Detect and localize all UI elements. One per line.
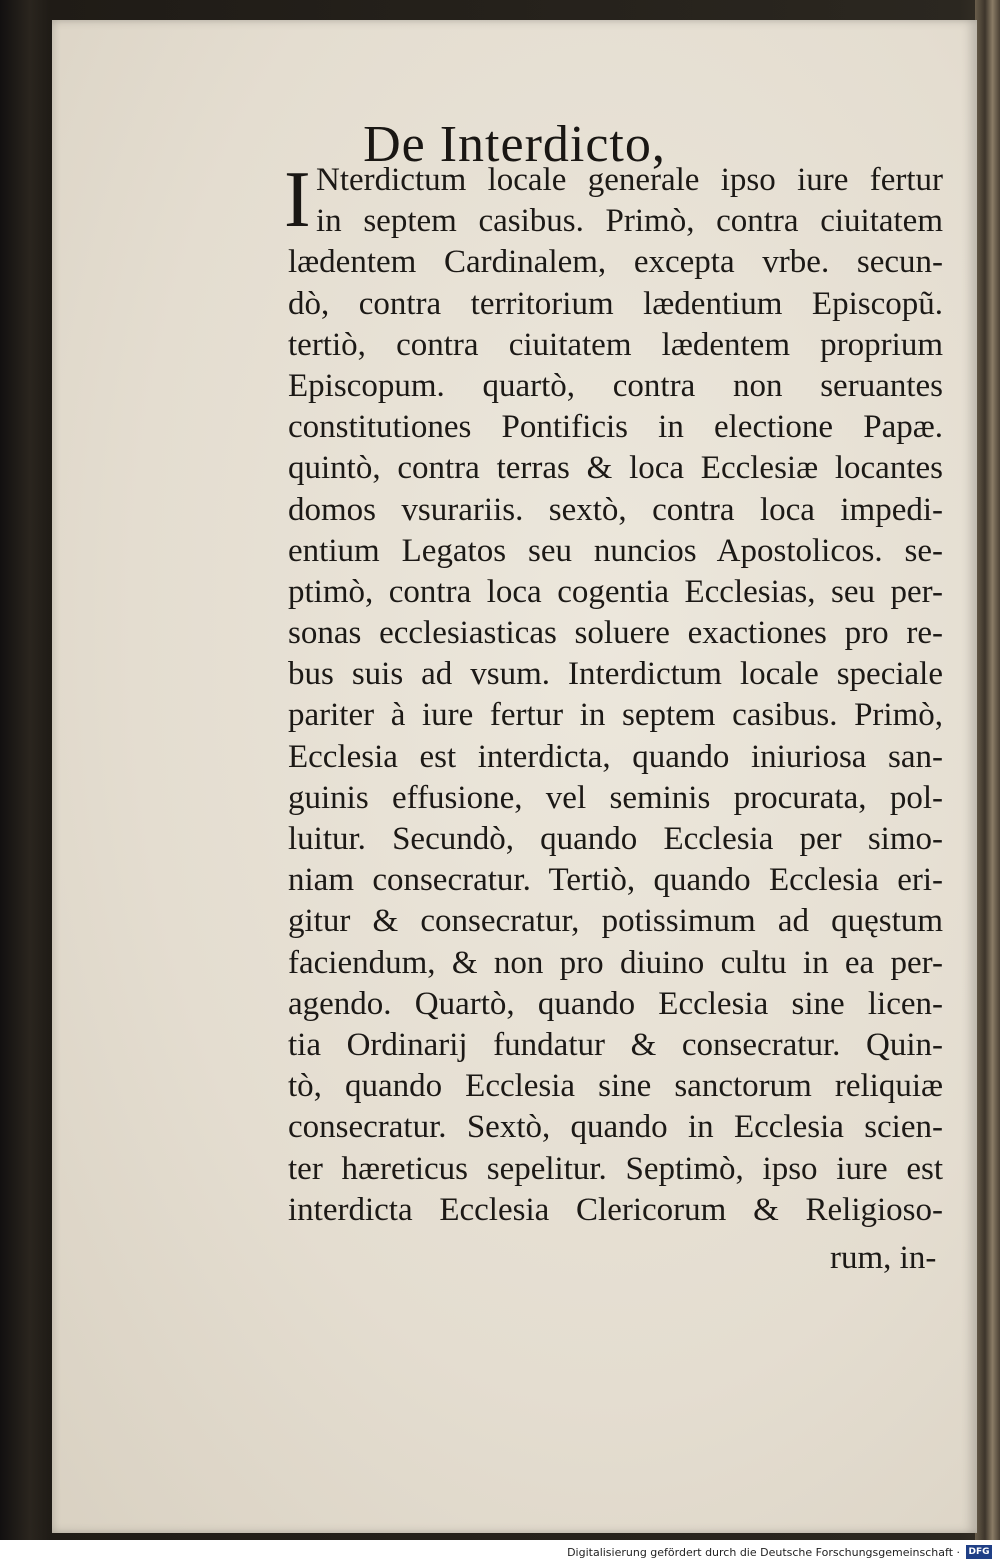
drop-cap: I <box>284 156 311 244</box>
text-line: domos vsurariis. sextò, contra loca impedi- <box>288 491 943 528</box>
text-line: agendo. Quartò, quando Ecclesia sine licen- <box>288 985 943 1022</box>
text-line: interdicta Ecclesia Clericorum & Religioso- <box>288 1191 943 1228</box>
text-line: Episcopum. quartò, contra non seruantes <box>288 367 943 404</box>
text-line: Nterdictum locale generale ipso iure fertur <box>316 162 943 198</box>
text-line: sonas ecclesiasticas soluere exactiones pro re- <box>288 615 943 652</box>
text-line: lædentem Cardinalem, excepta vrbe. secun- <box>288 244 943 281</box>
funding-credit: Digitalisierung gefördert durch die Deutsche Forschungsgemeinschaft · <box>567 1546 960 1559</box>
text-line: tertiò, contra ciuitatem lædentem proprium <box>288 326 943 363</box>
text-line: luitur. Secundò, quando Ecclesia per simo- <box>288 821 943 857</box>
text-line: niam consecratur. Tertiò, quando Ecclesia eri- <box>288 862 943 899</box>
text-line: entium Legatos seu nuncios Apostolicos. se- <box>288 532 943 569</box>
text-line: consecratur. Sextò, quando in Ecclesia scien- <box>288 1109 943 1146</box>
text-line: tò, quando Ecclesia sine sanctorum reliquiæ <box>288 1068 943 1105</box>
text-line: quintò, contra terras & loca Ecclesiæ locantes <box>288 450 943 487</box>
text-line: guinis effusione, vel seminis procurata, pol- <box>288 779 943 816</box>
page-title: De Interdicto, <box>363 116 666 173</box>
digitization-footer <box>0 1540 1000 1565</box>
text-line: gitur & consecratur, potissimum ad quęstum <box>288 903 943 940</box>
text-line: tia Ordinarij fundatur & consecratur. Quin- <box>288 1026 943 1063</box>
text-line: faciendum, & non pro diuino cultu in ea per- <box>288 944 943 981</box>
text-line: in septem casibus. Primò, contra ciuitatem <box>316 203 943 240</box>
text-line: ptimò, contra loca cogentia Ecclesias, seu per- <box>288 573 943 610</box>
catchword: rum, in- <box>830 1240 937 1276</box>
dfg-logo-icon: DFG <box>966 1545 992 1559</box>
text-line: constitutiones Pontificis in electione Papæ. <box>288 409 943 446</box>
text-line: pariter à iure fertur in septem casibus. Primò, <box>288 697 943 734</box>
text-line: Ecclesia est interdicta, quando iniuriosa san- <box>288 738 943 775</box>
book-edge <box>975 0 1000 1540</box>
text-line: bus suis ad vsum. Interdictum locale speciale <box>288 656 943 693</box>
body-text <box>288 160 943 1231</box>
text-line: dò, contra territorium lædentium Episcopũ. <box>288 285 943 322</box>
text-line: ter hæreticus sepelitur. Septimò, ipso iure est <box>288 1150 943 1187</box>
